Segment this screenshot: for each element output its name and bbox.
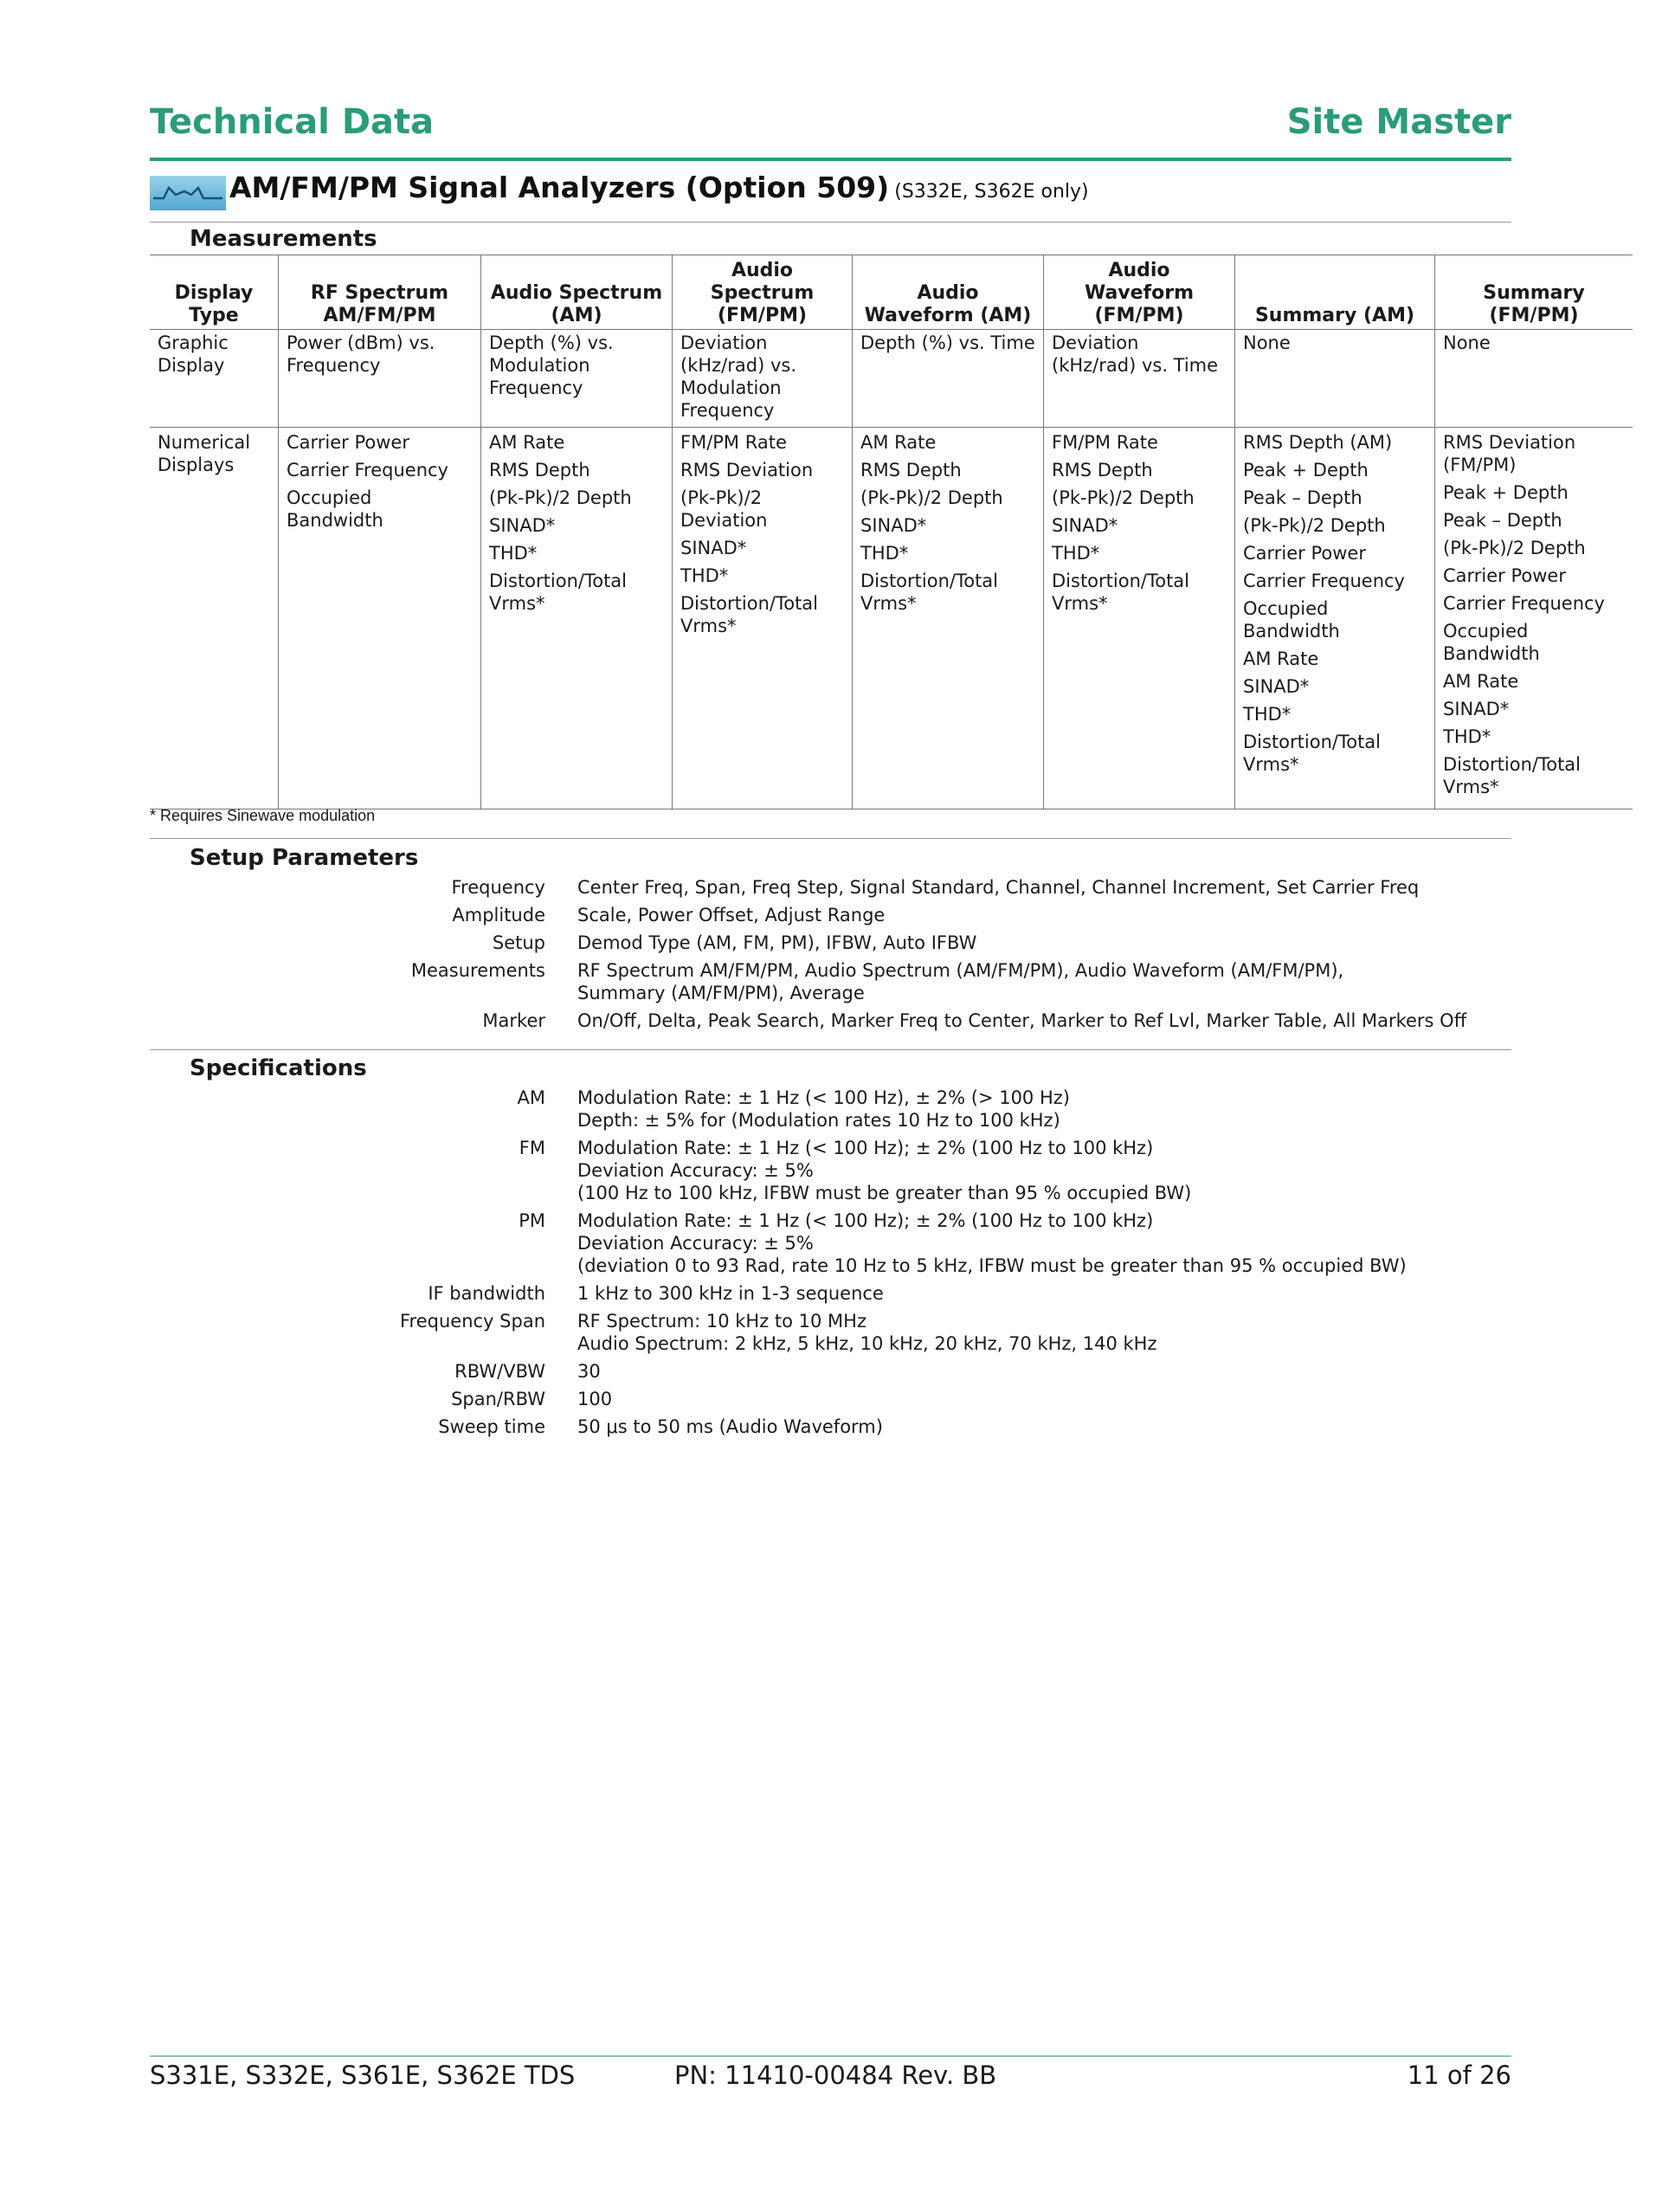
cell-item: Depth (%) vs. Time xyxy=(860,332,1035,353)
column-header: Audio Spectrum (AM) xyxy=(481,255,673,330)
measurements-table xyxy=(150,255,1633,809)
cell-item: (Pk-Pk)/2 Depth xyxy=(1443,538,1586,558)
cell-item: RMS Depth xyxy=(1052,460,1153,480)
parameter-row xyxy=(150,1416,1511,1438)
value-line: Summary (AM/FM/PM), Average xyxy=(577,983,865,1003)
parameter-value xyxy=(577,959,1511,1004)
cell-item: None xyxy=(1243,332,1291,353)
parameter-label: Measurements xyxy=(410,960,545,981)
cell-item: Peak + Depth xyxy=(1443,482,1569,503)
divider xyxy=(150,838,1511,839)
cell-item: Carrier Power xyxy=(1443,565,1566,586)
cell-item: THD* xyxy=(860,543,909,564)
cell-item: Deviation (kHz/rad) vs. Time xyxy=(1052,332,1219,376)
value-line: (100 Hz to 100 kHz, IFBW must be greater than 95 % occupied BW) xyxy=(577,1183,1192,1203)
table-row xyxy=(150,330,1633,428)
cell-item: AM Rate xyxy=(1243,648,1319,669)
column-header: Audio Waveform (AM) xyxy=(853,255,1044,330)
cell-item: THD* xyxy=(680,565,729,586)
table-cell xyxy=(853,330,1044,428)
cell-item: AM Rate xyxy=(489,432,565,453)
column-header: Summary (AM) xyxy=(1235,255,1435,330)
table-cell xyxy=(150,330,279,428)
value-line: Demod Type (AM, FM, PM), IFBW, Auto IFBW xyxy=(577,932,977,953)
cell-item: (Pk-Pk)/2 Depth xyxy=(1052,487,1195,508)
value-line: Center Freq, Span, Freq Step, Signal Standard, Channel, Channel Increment, Set Carrier Freq xyxy=(577,877,1420,898)
column-header: Display Type xyxy=(150,255,279,330)
value-line: Deviation Accuracy: ± 5% xyxy=(577,1160,814,1181)
cell-item: THD* xyxy=(489,543,538,564)
setup-heading: Setup Parameters xyxy=(190,845,419,871)
parameter-value xyxy=(577,876,1511,899)
footer-doc-title: S331E, S332E, S361E, S362E TDS xyxy=(150,2060,576,2090)
table-row xyxy=(150,428,1633,809)
value-line: RF Spectrum: 10 kHz to 10 MHz xyxy=(577,1311,866,1332)
parameter-value xyxy=(577,1209,1511,1277)
cell-item: Carrier Frequency xyxy=(1443,593,1605,614)
parameter-label: AM xyxy=(517,1087,545,1108)
parameter-label: Frequency xyxy=(451,877,545,898)
table-cell xyxy=(1435,330,1633,428)
cell-item: Peak – Depth xyxy=(1243,487,1362,508)
table-cell xyxy=(673,330,853,428)
parameter-row xyxy=(150,904,1511,926)
measurements-heading: Measurements xyxy=(190,226,377,252)
specifications-heading: Specifications xyxy=(190,1055,367,1081)
page-header xyxy=(150,97,1511,161)
cell-item: Carrier Frequency xyxy=(1243,571,1405,591)
cell-item: RMS Deviation xyxy=(680,460,814,480)
table-cell xyxy=(673,428,853,809)
value-line: 30 xyxy=(577,1361,601,1382)
footnote: * Requires Sinewave modulation xyxy=(150,807,376,824)
parameter-label: PM xyxy=(519,1210,545,1231)
table-cell xyxy=(279,330,481,428)
header-title: Technical Data xyxy=(150,102,435,142)
spectrum-icon xyxy=(150,176,226,210)
cell-item: Graphic Display xyxy=(158,332,229,376)
cell-item: Carrier Power xyxy=(1243,543,1366,564)
table-cell xyxy=(279,428,481,809)
value-line: Audio Spectrum: 2 kHz, 5 kHz, 10 kHz, 20 kHz, 70 kHz, 140 kHz xyxy=(577,1333,1157,1354)
cell-item: Distortion/Total Vrms* xyxy=(1443,754,1581,797)
cell-item: Peak – Depth xyxy=(1443,510,1562,531)
table-cell xyxy=(1435,428,1633,809)
page-title xyxy=(229,171,1089,204)
parameter-value xyxy=(577,1388,1511,1410)
column-header: Audio Spectrum (FM/PM) xyxy=(673,255,853,330)
table-cell xyxy=(1235,428,1435,809)
parameter-label: FM xyxy=(519,1138,545,1158)
parameter-value xyxy=(577,1310,1511,1355)
section-title xyxy=(150,171,1511,214)
parameter-label: Marker xyxy=(482,1010,545,1031)
cell-item: (Pk-Pk)/2 Depth xyxy=(1243,515,1386,536)
cell-item: SINAD* xyxy=(489,515,556,536)
cell-item: SINAD* xyxy=(1443,699,1510,719)
table-cell xyxy=(1044,330,1235,428)
cell-item: (Pk-Pk)/2 Depth xyxy=(489,487,632,508)
value-line: Scale, Power Offset, Adjust Range xyxy=(577,905,886,925)
value-line: Modulation Rate: ± 1 Hz (< 100 Hz), ± 2% (> 100 Hz) xyxy=(577,1087,1070,1108)
cell-item: Distortion/Total Vrms* xyxy=(1052,571,1190,614)
header-product: Site Master xyxy=(1286,102,1511,142)
parameter-row xyxy=(150,1087,1511,1132)
cell-item: THD* xyxy=(1243,704,1292,725)
parameter-row xyxy=(150,1209,1511,1277)
cell-item: Distortion/Total Vrms* xyxy=(860,571,999,614)
column-header: RF Spectrum AM/FM/PM xyxy=(279,255,481,330)
cell-item: None xyxy=(1443,332,1491,353)
cell-item: Occupied Bandwidth xyxy=(287,487,383,531)
cell-item: (Pk-Pk)/2 Deviation xyxy=(680,487,768,531)
cell-item: Distortion/Total Vrms* xyxy=(680,593,819,636)
table-cell xyxy=(1235,330,1435,428)
setup-parameters-list xyxy=(150,876,1511,1037)
parameter-row xyxy=(150,1388,1511,1410)
cell-item: AM Rate xyxy=(1443,671,1519,692)
parameter-value xyxy=(577,1009,1511,1032)
cell-item: Depth (%) vs. Modulation Frequency xyxy=(489,332,614,398)
parameter-row xyxy=(150,1282,1511,1305)
table-cell xyxy=(481,428,673,809)
cell-item: Deviation (kHz/rad) vs. Modulation Frequency xyxy=(680,332,796,421)
cell-item: THD* xyxy=(1052,543,1100,564)
cell-item: AM Rate xyxy=(860,432,937,453)
cell-item: SINAD* xyxy=(1243,676,1310,697)
cell-item: RMS Depth (AM) xyxy=(1243,432,1393,453)
footer-part-number: PN: 11410-00484 Rev. BB xyxy=(674,2060,997,2090)
value-line: Modulation Rate: ± 1 Hz (< 100 Hz); ± 2% (100 Hz to 100 kHz) xyxy=(577,1210,1154,1231)
cell-item: RMS Depth xyxy=(860,460,962,480)
table-header-row xyxy=(150,255,1633,330)
cell-item: THD* xyxy=(1443,726,1491,747)
parameter-row xyxy=(150,1009,1511,1032)
cell-item: (Pk-Pk)/2 Depth xyxy=(860,487,1003,508)
parameter-label: Span/RBW xyxy=(451,1389,545,1409)
value-line: RF Spectrum AM/FM/PM, Audio Spectrum (AM/FM/PM), Audio Waveform (AM/FM/PM), xyxy=(577,960,1344,981)
cell-item: SINAD* xyxy=(1052,515,1118,536)
parameter-label: Frequency Span xyxy=(400,1311,545,1332)
cell-item: SINAD* xyxy=(860,515,927,536)
cell-item: FM/PM Rate xyxy=(680,432,787,453)
value-line: (deviation 0 to 93 Rad, rate 10 Hz to 5 kHz, IFBW must be greater than 95 % occupied BW) xyxy=(577,1255,1407,1276)
value-line: On/Off, Delta, Peak Search, Marker Freq to Center, Marker to Ref Lvl, Marker Table, All Markers Off xyxy=(577,1010,1467,1031)
cell-item: FM/PM Rate xyxy=(1052,432,1158,453)
divider xyxy=(150,1049,1511,1050)
specifications-list xyxy=(150,1087,1511,1443)
value-line: 1 kHz to 300 kHz in 1-3 sequence xyxy=(577,1283,884,1304)
parameter-value xyxy=(577,1137,1511,1204)
parameter-row xyxy=(150,876,1511,899)
cell-item: Carrier Frequency xyxy=(287,460,448,480)
cell-item: Peak + Depth xyxy=(1243,460,1369,480)
cell-item: Numerical Displays xyxy=(158,432,251,475)
parameter-row xyxy=(150,1310,1511,1355)
value-line: 50 μs to 50 ms (Audio Waveform) xyxy=(577,1416,883,1437)
parameter-row xyxy=(150,1137,1511,1204)
value-line: 100 xyxy=(577,1389,613,1409)
cell-item: Occupied Bandwidth xyxy=(1243,598,1340,642)
value-line: Deviation Accuracy: ± 5% xyxy=(577,1233,814,1254)
parameter-value xyxy=(577,1416,1511,1438)
parameter-value xyxy=(577,904,1511,926)
parameter-row xyxy=(150,959,1511,1004)
parameter-value xyxy=(577,1087,1511,1132)
cell-item: Distortion/Total Vrms* xyxy=(489,571,628,614)
parameter-label: IF bandwidth xyxy=(428,1283,545,1304)
value-line: Modulation Rate: ± 1 Hz (< 100 Hz); ± 2% (100 Hz to 100 kHz) xyxy=(577,1138,1154,1158)
column-header: Audio Waveform (FM/PM) xyxy=(1044,255,1235,330)
parameter-label: Amplitude xyxy=(452,905,545,925)
parameter-value xyxy=(577,1360,1511,1383)
parameter-label: RBW/VBW xyxy=(454,1361,545,1382)
table-cell xyxy=(150,428,279,809)
parameter-value xyxy=(577,932,1511,954)
parameter-row xyxy=(150,932,1511,954)
title-subtitle: (S332E, S362E only) xyxy=(894,181,1089,203)
parameter-label: Setup xyxy=(492,932,545,953)
parameter-value xyxy=(577,1282,1511,1305)
cell-item: SINAD* xyxy=(680,538,747,558)
parameter-row xyxy=(150,1360,1511,1383)
table-cell xyxy=(481,330,673,428)
cell-item: Occupied Bandwidth xyxy=(1443,621,1540,664)
column-header: Summary (FM/PM) xyxy=(1483,282,1585,326)
cell-item: Distortion/Total Vrms* xyxy=(1243,732,1382,775)
table-cell xyxy=(1044,428,1235,809)
value-line: Depth: ± 5% for (Modulation rates 10 Hz to 100 kHz) xyxy=(577,1110,1060,1131)
cell-item: RMS Depth xyxy=(489,460,590,480)
cell-item: Carrier Power xyxy=(287,432,409,453)
parameter-label: Sweep time xyxy=(438,1416,545,1437)
title-main: AM/FM/PM Signal Analyzers (Option 509) xyxy=(229,171,890,204)
cell-item: RMS Deviation (FM/PM) xyxy=(1443,432,1576,475)
table-cell xyxy=(853,428,1044,809)
cell-item: Power (dBm) vs. Frequency xyxy=(287,332,435,376)
footer-page-number: 11 of 26 xyxy=(1407,2060,1511,2090)
footer-divider xyxy=(150,2055,1511,2057)
